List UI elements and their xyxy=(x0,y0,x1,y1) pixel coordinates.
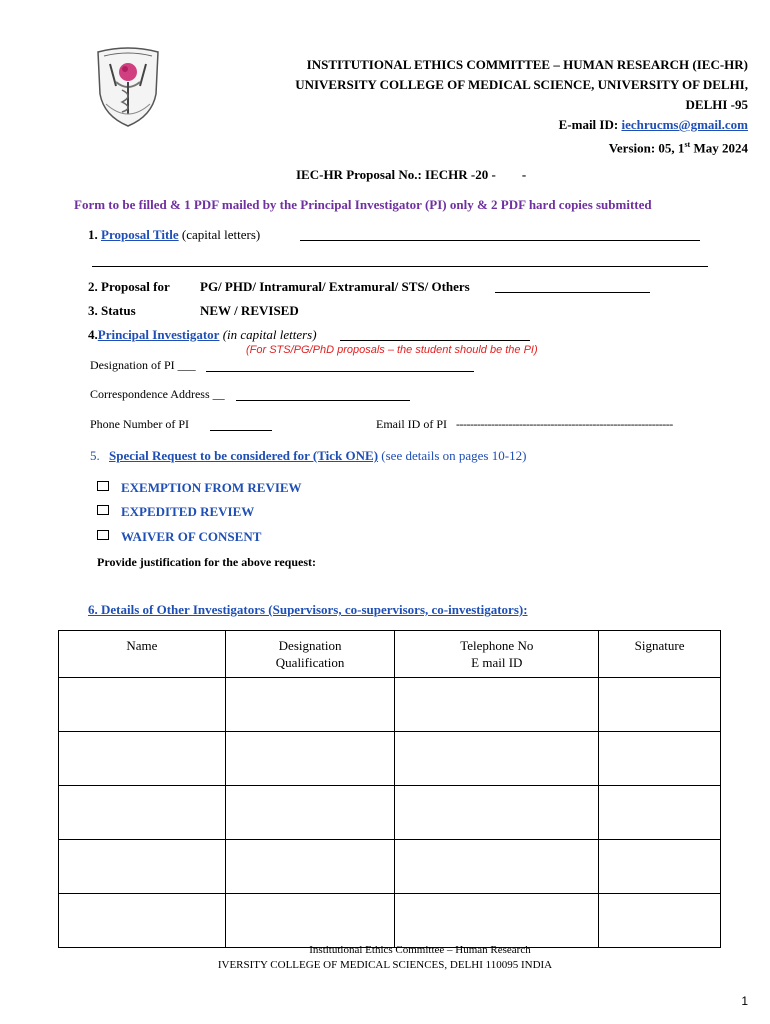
header-line: Name xyxy=(126,638,158,653)
email-label: E-mail ID: xyxy=(558,117,622,132)
pi-row xyxy=(88,327,317,343)
footer-line-1: Institutional Ethics Committee – Human Research xyxy=(309,944,531,956)
option-label: EXPEDITED REVIEW xyxy=(121,504,255,519)
version-sup: st xyxy=(684,140,691,149)
table-cell[interactable] xyxy=(395,732,599,786)
table-cell[interactable] xyxy=(599,786,721,840)
table-cell[interactable] xyxy=(599,894,721,948)
proposal-for-label: 2. Proposal for xyxy=(88,279,170,294)
table-row xyxy=(59,894,721,948)
special-request-label: Special Request to be considered for (Tick ONE) xyxy=(109,448,379,463)
footer-line-2: IVERSITY COLLEGE OF MEDICAL SCIENCES, DELHI 110095 INDIA xyxy=(217,959,553,971)
table-cell[interactable] xyxy=(599,732,721,786)
table-row xyxy=(59,786,721,840)
status-options[interactable]: NEW / REVISED xyxy=(200,303,299,318)
header-line-1: INSTITUTIONAL ETHICS COMMITTEE – HUMAN RESEARCH (IEC-HR) xyxy=(306,57,748,72)
other-investigators-heading: 6. Details of Other Investigators (Supervisors, co-supervisors, co-investigators): xyxy=(88,602,528,617)
page-footer xyxy=(0,943,770,973)
table-cell[interactable] xyxy=(599,840,721,894)
exemption-checkbox[interactable] xyxy=(97,481,109,491)
pi-name-field[interactable] xyxy=(340,340,530,341)
version-suffix: May 2024 xyxy=(690,140,748,156)
proposal-for-options[interactable]: PG/ PHD/ Intramural/ Extramural/ STS/ Others xyxy=(200,279,470,294)
header-line: Telephone No xyxy=(460,638,534,653)
address-label: Correspondence Address __ xyxy=(90,387,225,401)
pi-note: (For STS/PG/PhD proposals – the student should be the PI) xyxy=(246,344,538,356)
column-header-designation xyxy=(225,631,395,678)
item-number: 1. xyxy=(88,227,98,242)
designation-label: Designation of PI ___ xyxy=(90,358,196,372)
pi-label: Principal Investigator xyxy=(97,327,220,342)
header-line: Signature xyxy=(634,638,685,653)
table-cell[interactable] xyxy=(225,894,395,948)
option-label: EXEMPTION FROM REVIEW xyxy=(121,480,302,495)
header-line: Designation xyxy=(278,638,342,653)
special-request-row xyxy=(90,448,526,464)
option-exemption[interactable] xyxy=(97,480,302,496)
table-cell[interactable] xyxy=(59,894,226,948)
column-header-signature xyxy=(599,631,721,678)
column-header-contact xyxy=(395,631,599,678)
table-cell[interactable] xyxy=(225,732,395,786)
table-cell[interactable] xyxy=(59,786,226,840)
proposal-title-hint: (capital letters) xyxy=(181,227,261,242)
header-line: E mail ID xyxy=(471,655,523,670)
header-email xyxy=(295,115,748,135)
header-version xyxy=(295,135,748,158)
version-prefix: Version: 05, 1 xyxy=(608,140,685,156)
table-cell[interactable] xyxy=(599,678,721,732)
table-cell[interactable] xyxy=(225,840,395,894)
table-cell[interactable] xyxy=(59,840,226,894)
table-cell[interactable] xyxy=(395,678,599,732)
phone-label: Phone Number of PI xyxy=(90,417,189,431)
status-label: 3. Status xyxy=(88,303,136,318)
instruction-text: Form to be filled & 1 PDF mailed by the Principal Investigator (PI) only & 2 PDF hard copies submitted xyxy=(74,197,652,212)
proposal-title-row xyxy=(88,227,260,243)
proposal-for-others-field[interactable] xyxy=(495,292,650,293)
expedited-checkbox[interactable] xyxy=(97,505,109,515)
table-cell[interactable] xyxy=(225,678,395,732)
phone-field[interactable] xyxy=(210,430,272,431)
table-cell[interactable] xyxy=(395,840,599,894)
option-expedited[interactable] xyxy=(97,504,254,520)
email-pi-label: Email ID of PI xyxy=(376,417,447,431)
table-cell[interactable] xyxy=(59,678,226,732)
option-label: WAIVER OF CONSENT xyxy=(121,529,262,544)
table-row xyxy=(59,678,721,732)
header-line-2: UNIVERSITY COLLEGE OF MEDICAL SCIENCE, UNIVERSITY OF DELHI, xyxy=(295,77,748,92)
university-crest-logo xyxy=(92,42,164,130)
table-cell[interactable] xyxy=(395,894,599,948)
table-row xyxy=(59,732,721,786)
waiver-checkbox[interactable] xyxy=(97,530,109,540)
designation-field[interactable] xyxy=(206,371,474,372)
item-number: 5. xyxy=(90,448,100,463)
table-cell[interactable] xyxy=(225,786,395,840)
proposal-number: IEC-HR Proposal No.: IECHR -20 - - xyxy=(296,167,527,182)
item-number: 4. xyxy=(88,327,98,342)
special-request-hint: (see details on pages 10-12) xyxy=(381,448,527,463)
other-investigators-table xyxy=(58,630,721,948)
header-line: Qualification xyxy=(275,655,345,670)
column-header-name xyxy=(59,631,226,678)
option-waiver[interactable] xyxy=(97,529,261,545)
committee-email-link[interactable]: iechrucms@gmail.com xyxy=(621,117,748,132)
email-pi-field[interactable]: -------------------------------------------------------------- xyxy=(456,417,673,431)
table-header-row xyxy=(59,631,721,678)
table-cell[interactable] xyxy=(59,732,226,786)
table-row xyxy=(59,840,721,894)
proposal-title-field-line-2[interactable] xyxy=(92,266,708,267)
page-number: 1 xyxy=(741,994,748,1008)
table-cell[interactable] xyxy=(395,786,599,840)
justification-label: Provide justification for the above request: xyxy=(97,555,316,569)
committee-header xyxy=(295,55,748,158)
header-line-3: DELHI -95 xyxy=(685,97,748,112)
proposal-title-field[interactable] xyxy=(300,240,700,241)
proposal-title-label: Proposal Title xyxy=(101,227,179,242)
pi-hint: (in capital letters) xyxy=(222,327,317,342)
address-field[interactable] xyxy=(236,400,410,401)
